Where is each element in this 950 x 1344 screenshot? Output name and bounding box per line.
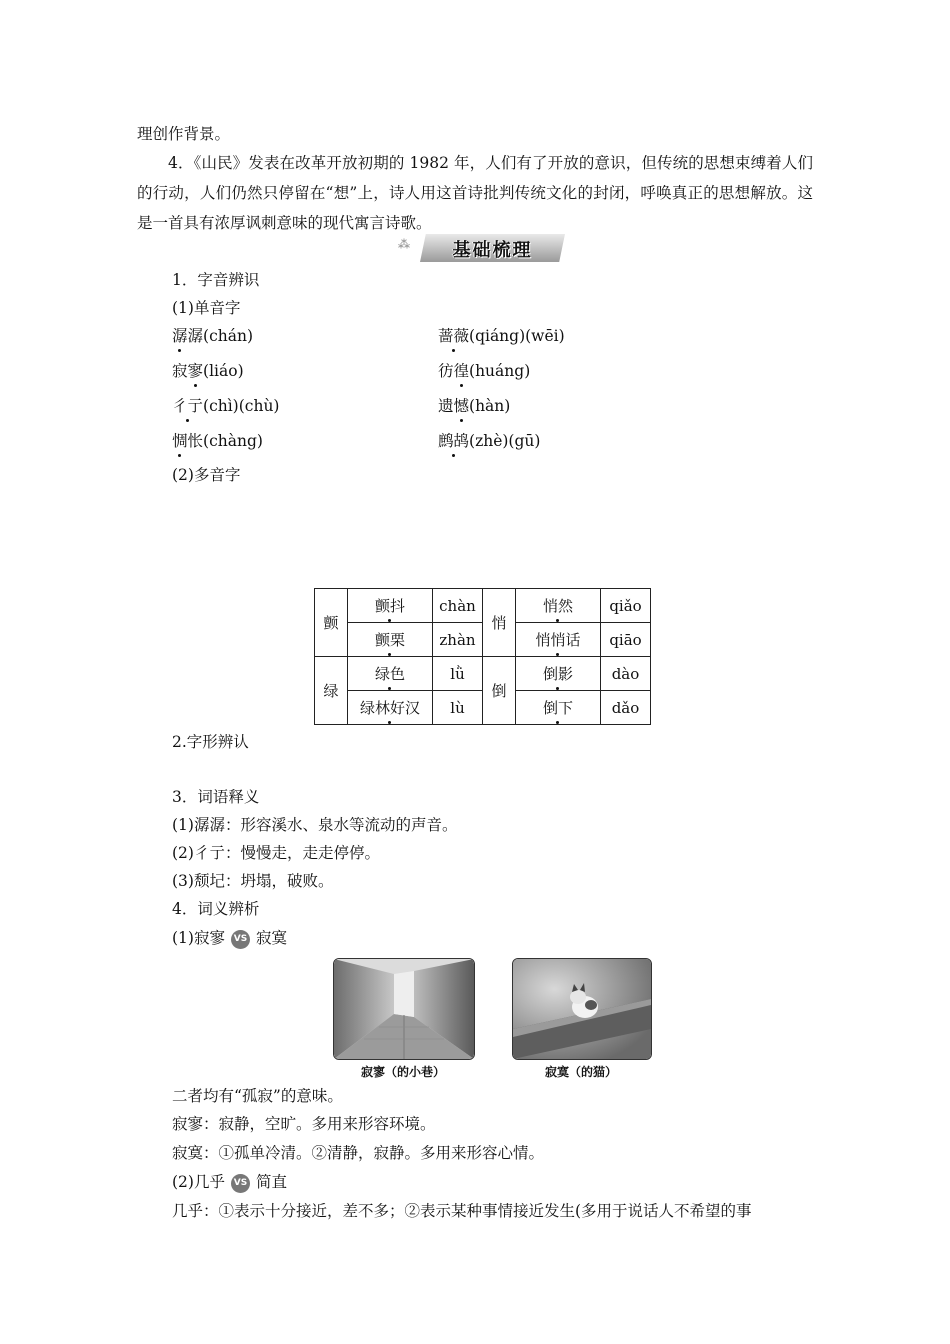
table-head-char: 悄 (483, 589, 516, 657)
table-head-char: 倒 (483, 657, 516, 725)
table-pinyin: zhàn (433, 623, 483, 657)
single-char-item: 潺潺(chán) (172, 327, 253, 345)
table-word: 悄然 (516, 589, 601, 623)
banner-title: 基础梳理 (452, 240, 533, 261)
table-pinyin: chàn (433, 589, 483, 623)
table-word: 颤栗 (348, 623, 433, 657)
table-word: 颤抖 (348, 589, 433, 623)
intro-line: 理创作背景。 (137, 125, 231, 143)
table-pinyin: qiǎo (601, 589, 651, 623)
cat-photo (512, 958, 652, 1060)
vs-icon: VS (231, 1174, 250, 1193)
single-char-item: 鹧鸪(zhè)(gū) (438, 432, 541, 450)
photo-caption: 寂寞（的猫） (544, 1065, 617, 1079)
table-word: 倒下 (516, 691, 601, 725)
table-pinyin: dào (601, 657, 651, 691)
section3-item: (1)潺潺：形容溪水、泉水等流动的声音。 (172, 816, 458, 834)
section1-heading: 1．字音辨识 (172, 271, 260, 289)
table-pinyin: lǜ (433, 657, 483, 691)
section3-item: (2)彳亍：慢慢走，走走停停。 (172, 844, 380, 862)
table-pinyin: qiāo (601, 623, 651, 657)
photo-caption: 寂寥（的小巷） (360, 1065, 445, 1079)
table-head-char: 绿 (315, 657, 348, 725)
single-char-item: 彷徨(huáng) (438, 362, 531, 380)
analysis-line: 寂寞：①孤单冷清。②清静，寂静。多用来形容心情。 (172, 1144, 545, 1162)
comparison-2: (2)几乎 VS 简直 (172, 1173, 287, 1191)
single-char-item: 遗憾(hàn) (438, 397, 511, 415)
table-head-char: 颤 (315, 589, 348, 657)
section3-item: (3)颓圮：坍塌，破败。 (172, 872, 334, 890)
table-word: 倒影 (516, 657, 601, 691)
single-char-item: 彳亍(chì)(chù) (172, 397, 280, 415)
table-word: 绿色 (348, 657, 433, 691)
single-char-item: 寂寥(liáo) (172, 362, 244, 380)
section2-heading: 2.字形辨认 (172, 733, 249, 751)
section3-heading: 3．词语释义 (172, 788, 260, 806)
comparison-1: (1)寂寥 VS 寂寞 (172, 929, 287, 947)
banner-decoration-icon: ⁂ (398, 237, 410, 251)
analysis-line: 几乎：①表示十分接近，差不多；②表示某种事情接近发生(多用于说话人不希望的事 (172, 1202, 752, 1220)
table-word: 绿林好汉 (348, 691, 433, 725)
intro-item-4: 4．《山民》发表在改革开放初期的 1982 年，人们有了开放的意识，但传统的思想束缚着人们的行动，人们仍然只停留在“想”上，诗人用这首诗批判传统文化的封闭，呼唤真正的思想解放。这是一首具有浓厚讽刺意味的现代寓言诗歌。 (137, 154, 813, 232)
single-char-item: 惆怅(chàng) (172, 432, 263, 450)
section-banner (398, 234, 565, 262)
table-pinyin: lù (433, 691, 483, 725)
section1-sub2: (2)多音字 (172, 466, 241, 484)
polyphone-table (314, 588, 651, 725)
table-pinyin: dǎo (601, 691, 651, 725)
analysis-line: 二者均有“孤寂”的意味。 (172, 1087, 343, 1105)
alley-photo (333, 958, 475, 1060)
analysis-line: 寂寥：寂静，空旷。多用来形容环境。 (172, 1115, 436, 1133)
table-word: 悄悄话 (516, 623, 601, 657)
vs-icon: VS (231, 930, 250, 949)
section1-sub1: (1)单音字 (172, 299, 241, 317)
section4-heading: 4．词义辨析 (172, 900, 260, 918)
single-char-item: 蔷薇(qiáng)(wēi) (438, 327, 565, 345)
